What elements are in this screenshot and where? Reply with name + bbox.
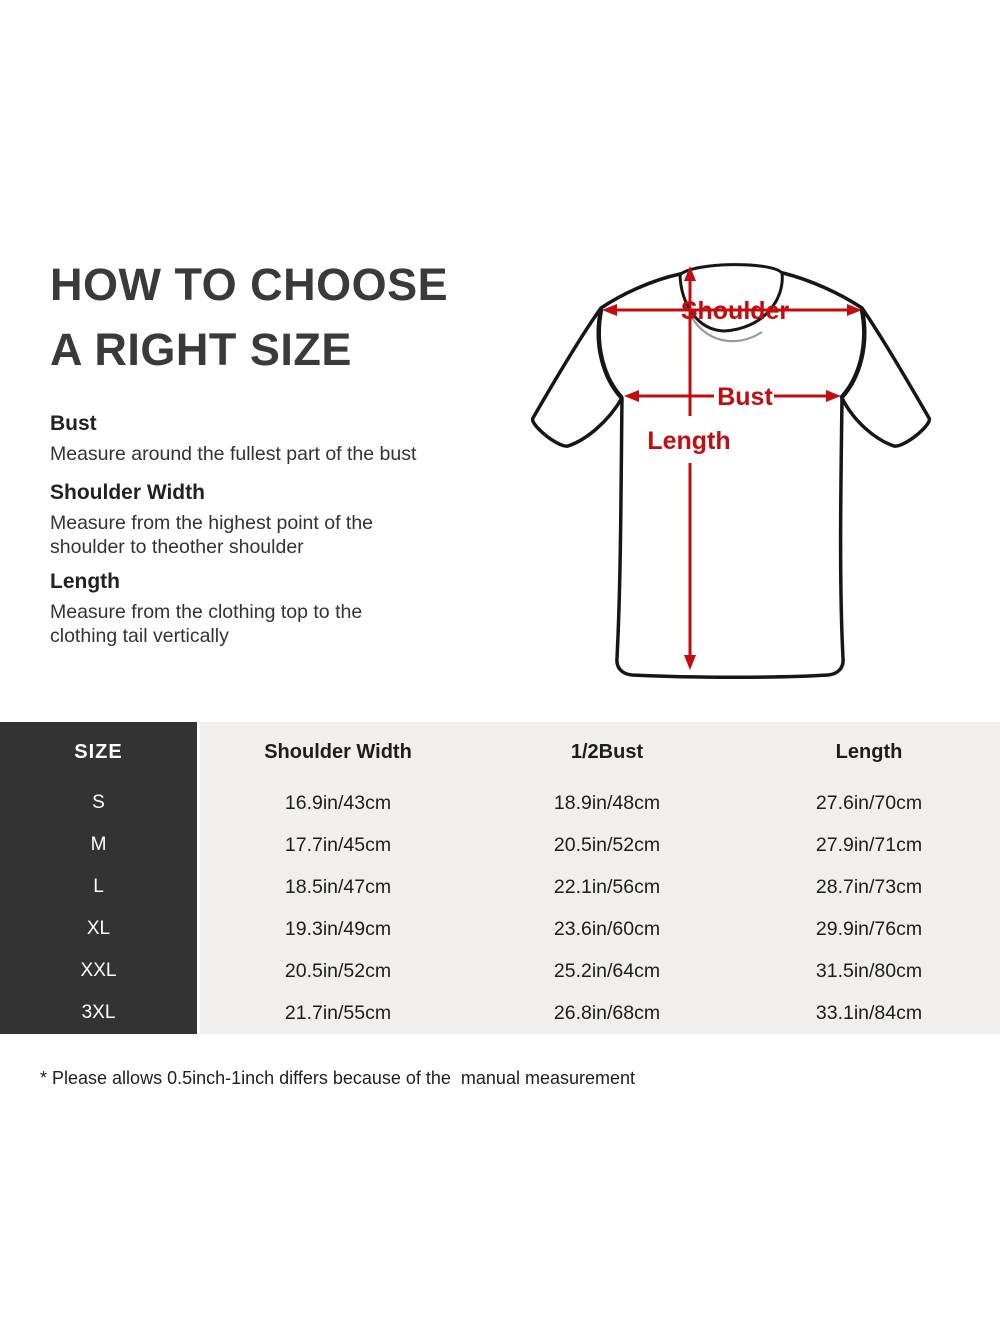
page-title	[50, 252, 448, 382]
instruction-line: clothing tail vertically	[50, 624, 229, 647]
instruction-shoulder-width	[50, 481, 373, 559]
row-label-xl: XL	[0, 908, 200, 950]
row-label-m: M	[0, 824, 200, 866]
instruction-heading: Length	[50, 570, 120, 593]
instruction-line: Measure from the highest point of the	[50, 512, 374, 534]
shoulder-label: Shoulder	[680, 297, 790, 325]
tshirt-diagram	[520, 250, 980, 690]
cell-xl-shoulder: 19.3in/49cm	[200, 908, 476, 950]
row-label-xxl: XXL	[0, 950, 200, 992]
cell-s-length: 27.6in/70cm	[738, 782, 1000, 824]
cell-m-bust: 20.5in/52cm	[476, 824, 738, 866]
cell-3xl-length: 33.1in/84cm	[738, 992, 1000, 1034]
instruction-heading: Bust	[50, 412, 97, 435]
cell-xl-length: 29.9in/76cm	[738, 908, 1000, 950]
instruction-line: Measure around the fullest part of the bust	[50, 443, 417, 465]
cell-m-length: 27.9in/71cm	[738, 824, 1000, 866]
cell-xxl-bust: 25.2in/64cm	[476, 950, 738, 992]
size-table-corner-header: SIZE	[0, 722, 200, 782]
cell-l-bust: 22.1in/56cm	[476, 866, 738, 908]
instruction-line: shoulder to theother shoulder	[50, 535, 304, 558]
cell-s-bust: 18.9in/48cm	[476, 782, 738, 824]
instruction-length	[50, 570, 362, 648]
cell-m-shoulder: 17.7in/45cm	[200, 824, 476, 866]
instruction-line: Measure from the clothing top to the	[50, 601, 363, 623]
page-title-line1: HOW TO CHOOSE	[50, 259, 449, 310]
cell-xl-bust: 23.6in/60cm	[476, 908, 738, 950]
page-title-line2: A RIGHT SIZE	[50, 324, 352, 375]
cell-3xl-shoulder: 21.7in/55cm	[200, 992, 476, 1034]
instruction-bust	[50, 412, 416, 467]
col-header-length: Length	[738, 722, 1000, 782]
measurement-disclaimer: * Please allows 0.5inch-1inch differs because of the manual measurement	[40, 1068, 636, 1088]
row-label-s: S	[0, 782, 200, 824]
instruction-heading: Shoulder Width	[50, 481, 205, 504]
cell-3xl-bust: 26.8in/68cm	[476, 992, 738, 1034]
cell-l-length: 28.7in/73cm	[738, 866, 1000, 908]
bust-label: Bust	[717, 383, 773, 411]
cell-xxl-length: 31.5in/80cm	[738, 950, 1000, 992]
col-header-shoulder-width: Shoulder Width	[200, 722, 476, 782]
row-label-3xl: 3XL	[0, 992, 200, 1034]
length-label: Length	[647, 427, 731, 455]
cell-xxl-shoulder: 20.5in/52cm	[200, 950, 476, 992]
cell-s-shoulder: 16.9in/43cm	[200, 782, 476, 824]
col-header-half-bust: 1/2Bust	[476, 722, 738, 782]
cell-l-shoulder: 18.5in/47cm	[200, 866, 476, 908]
row-label-l: L	[0, 866, 200, 908]
size-table	[0, 722, 1000, 1034]
